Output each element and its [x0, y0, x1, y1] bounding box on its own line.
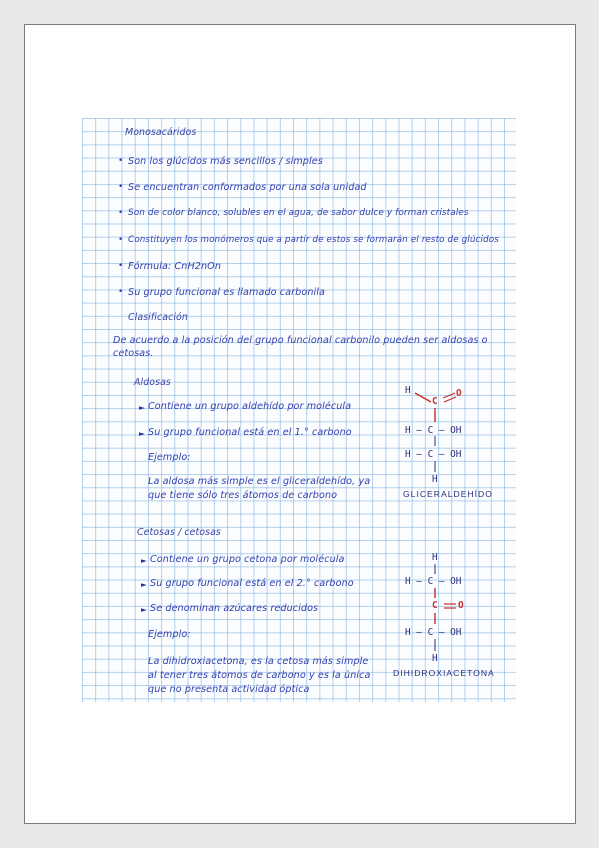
dihydroxyacetone-carbonyl-o: O — [458, 600, 464, 611]
monosacaridos-bullet-3: Son de color blanco, solubles en el agua, de sabor dulce y forman cristales — [128, 208, 469, 218]
aldosas-item-1: Contiene un grupo aldehído por molécula — [148, 401, 352, 412]
cetosas-item-2: Su grupo funcional está en el 2.° carbono — [150, 578, 354, 589]
cetosas-item-3: Se denominan azúcares reducidos — [150, 603, 319, 614]
glyceraldehyde-carbonyl-c: C — [432, 396, 438, 407]
dihydroxyacetone-atom-h-top: H — [432, 552, 438, 563]
arrow-bullet-icon: ► — [139, 403, 145, 412]
section-heading-monosacaridos: Monosacáridos — [125, 127, 197, 138]
cetosas-example-line-2: al tener tres átomos de carbono y es la única — [148, 670, 371, 681]
dihydroxyacetone-name: DIHIDROXIACETONA — [393, 668, 495, 678]
monosacaridos-bullet-6: Su grupo funcional es llamado carbonila — [128, 287, 326, 298]
aldosas-item-2: Su grupo funcional está en el 1.° carbono — [148, 427, 352, 438]
glyceraldehyde-atom-h-top: H — [405, 385, 411, 396]
dihydroxyacetone-row-4: H — C — OH — [405, 627, 462, 638]
bullet-dot: • — [118, 235, 124, 245]
aldosas-example-line-1: La aldosa más simple es el gliceraldehído, ya — [148, 476, 371, 487]
dihydroxyacetone-carbonyl-c: C — [432, 600, 438, 611]
arrow-bullet-icon: ► — [141, 580, 147, 589]
clasificacion-intro: De acuerdo a la posición del grupo funcional carbonilo pueden ser aldosas o cetosas. — [113, 335, 488, 359]
bullet-dot: • — [118, 182, 124, 192]
bullet-dot: • — [118, 156, 124, 166]
bullet-dot: • — [118, 287, 124, 297]
glyceraldehyde-row-3: H — C — OH — [405, 449, 462, 460]
bullet-dot: • — [118, 208, 124, 218]
cetosas-item-1: Contiene un grupo cetona por molécula — [150, 554, 345, 565]
glyceraldehyde-atom-h-bottom: H — [432, 474, 438, 485]
glyceraldehyde-carbonyl-o: O — [456, 388, 462, 399]
monosacaridos-bullet-5: Fórmula: CnH2nOn — [128, 261, 221, 272]
section-heading-cetosas: Cetosas / cetosas — [137, 527, 221, 538]
arrow-bullet-icon: ► — [141, 556, 147, 565]
cetosas-example-line-3: que no presenta actividad óptica — [148, 684, 310, 695]
bullet-dot: • — [118, 261, 124, 271]
arrow-bullet-icon: ► — [139, 429, 145, 438]
monosacaridos-bullet-2: Se encuentran conformados por una sola unidad — [128, 182, 367, 193]
section-heading-aldosas: Aldosas — [134, 377, 171, 388]
aldosas-example-label: Ejemplo: — [148, 452, 191, 463]
aldosas-example-line-2: que tiene sólo tres átomos de carbono — [148, 490, 338, 501]
cetosas-example-label: Ejemplo: — [148, 629, 191, 640]
dihydroxyacetone-atom-h-bottom: H — [432, 653, 438, 664]
arrow-bullet-icon: ► — [141, 605, 147, 614]
dihydroxyacetone-row-2: H — C — OH — [405, 576, 462, 587]
monosacaridos-bullet-4: Constituyen los monómeros que a partir de estos se formarán el resto de glúcidos — [128, 235, 499, 245]
glyceraldehyde-row-2: H — C — OH — [405, 425, 462, 436]
glyceraldehyde-name: GLICERALDEHÍDO — [403, 489, 493, 499]
cetosas-example-line-1: La dihidroxiacetona, es la cetosa más simple — [148, 656, 369, 667]
monosacaridos-bullet-1: Son los glúcidos más sencillos / simples — [128, 156, 323, 167]
section-heading-clasificacion: Clasificación — [128, 312, 188, 323]
